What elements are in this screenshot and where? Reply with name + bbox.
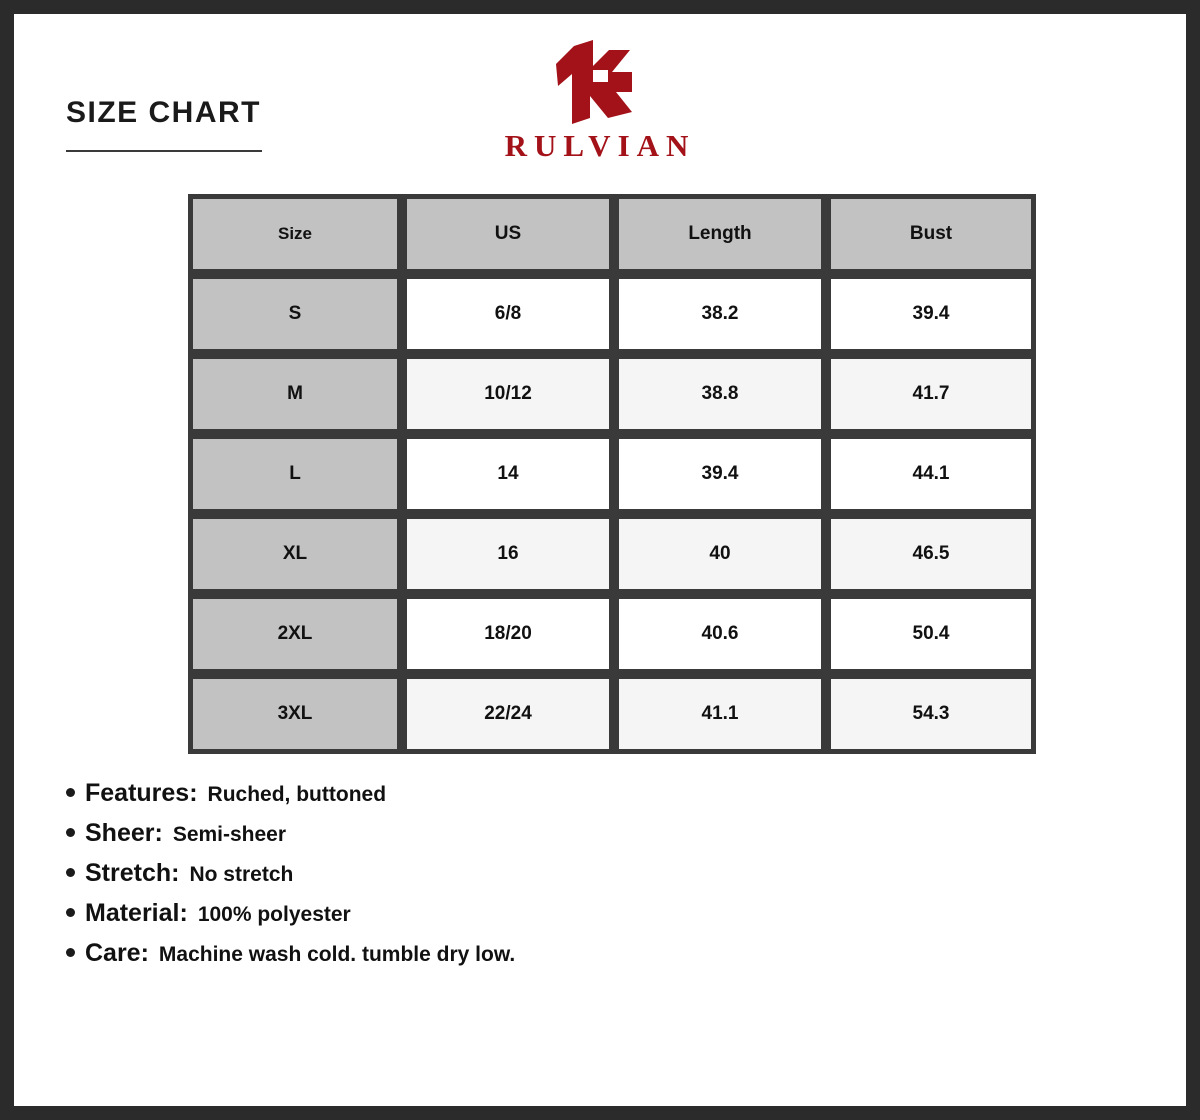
size-table-container — [188, 194, 1036, 754]
cell-length: 39.4 — [614, 434, 826, 514]
cell-us: 10/12 — [402, 354, 614, 434]
column-header-length: Length — [614, 194, 826, 274]
brand-logo — [14, 40, 1186, 164]
bullet-icon — [66, 948, 75, 957]
detail-value: Machine wash cold. tumble dry low. — [158, 943, 516, 966]
list-item — [66, 859, 1066, 888]
cell-bust: 44.1 — [826, 434, 1036, 514]
table-header — [188, 194, 1036, 274]
cell-size: XL — [188, 514, 402, 594]
detail-value: Semi-sheer — [172, 823, 287, 846]
column-header-bust: Bust — [826, 194, 1036, 274]
cell-size: M — [188, 354, 402, 434]
bullet-icon — [66, 828, 75, 837]
table-row — [188, 434, 1036, 514]
table-row — [188, 594, 1036, 674]
cell-length: 40 — [614, 514, 826, 594]
cell-us: 16 — [402, 514, 614, 594]
cell-us: 18/20 — [402, 594, 614, 674]
table-body — [188, 274, 1036, 754]
bullet-icon — [66, 908, 75, 917]
cell-us: 14 — [402, 434, 614, 514]
detail-label: Sheer: — [85, 819, 163, 847]
detail-label: Care: — [85, 939, 149, 967]
rulvian-monogram-icon — [546, 40, 654, 124]
table-header-row — [188, 194, 1036, 274]
list-item — [66, 819, 1066, 848]
cell-size: 2XL — [188, 594, 402, 674]
table-row — [188, 674, 1036, 754]
page-title: SIZE CHART — [66, 96, 261, 129]
cell-bust: 46.5 — [826, 514, 1036, 594]
cell-length: 38.8 — [614, 354, 826, 434]
column-header-size: Size — [188, 194, 402, 274]
table-row — [188, 514, 1036, 594]
brand-name: RULVIAN — [504, 128, 696, 163]
detail-value: No stretch — [189, 863, 294, 886]
cell-size: 3XL — [188, 674, 402, 754]
table-row — [188, 354, 1036, 434]
bullet-icon — [66, 788, 75, 797]
cell-length: 41.1 — [614, 674, 826, 754]
cell-bust: 41.7 — [826, 354, 1036, 434]
cell-length: 38.2 — [614, 274, 826, 354]
cell-us: 6/8 — [402, 274, 614, 354]
cell-us: 22/24 — [402, 674, 614, 754]
cell-bust: 50.4 — [826, 594, 1036, 674]
table-row — [188, 274, 1036, 354]
bullet-icon — [66, 868, 75, 877]
size-table — [188, 194, 1036, 754]
list-item — [66, 779, 1066, 808]
detail-value: 100% polyester — [197, 903, 351, 926]
list-item — [66, 939, 1066, 968]
detail-label: Features: — [85, 779, 198, 807]
cell-size: S — [188, 274, 402, 354]
list-item — [66, 899, 1066, 928]
column-header-us: US — [402, 194, 614, 274]
cell-length: 40.6 — [614, 594, 826, 674]
product-details-list — [66, 779, 1066, 979]
cell-size: L — [188, 434, 402, 514]
cell-bust: 39.4 — [826, 274, 1036, 354]
page-inner — [14, 14, 1186, 1106]
detail-value: Ruched, buttoned — [207, 783, 387, 806]
detail-label: Stretch: — [85, 859, 180, 887]
cell-bust: 54.3 — [826, 674, 1036, 754]
header — [14, 14, 1186, 184]
detail-label: Material: — [85, 899, 188, 927]
